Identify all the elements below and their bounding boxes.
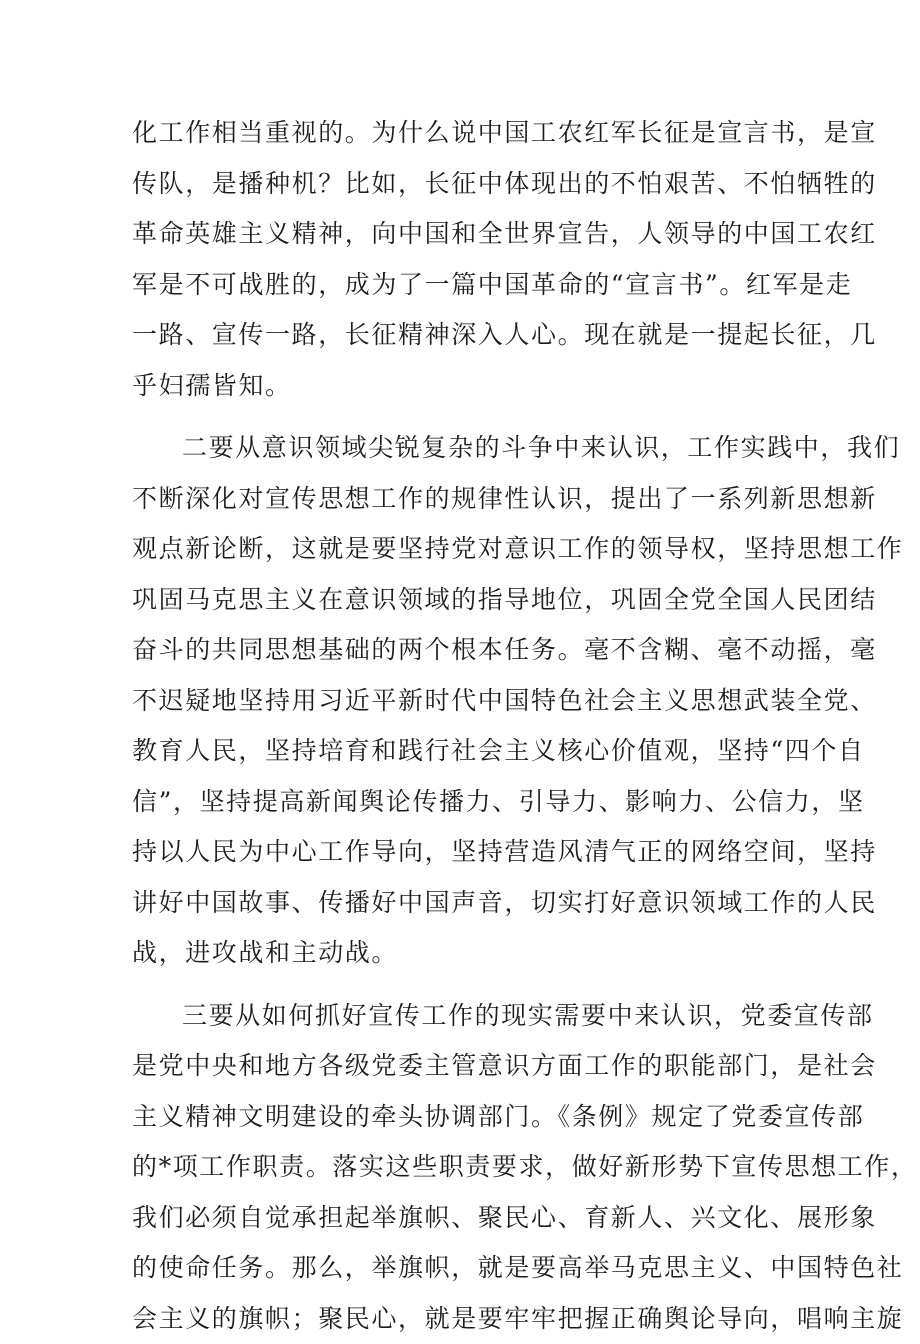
text-line: 会主义的旗帜；聚民心，就是要牢牢把握正确舆论导向，唱响主旋 xyxy=(132,1294,792,1344)
text-line: 传队，是播种机？比如，长征中体现出的不怕艰苦、不怕牺牲的 xyxy=(132,159,792,210)
document-body xyxy=(132,108,792,1344)
text-line-indented: 三要从如何抓好宣传工作的现实需要中来认识，党委宣传部 xyxy=(132,991,792,1042)
text-line: 主义精神文明建设的牵头协调部门。《条例》规定了党委宣传部 xyxy=(132,1092,792,1143)
text-line: 巩固马克思主义在意识领域的指导地位，巩固全党全国人民团结 xyxy=(132,575,792,626)
text-line: 的*项工作职责。落实这些职责要求，做好新形势下宣传思想工作， xyxy=(132,1142,792,1193)
text-line: 的使命任务。那么，举旗帜，就是要高举马克思主义、中国特色社 xyxy=(132,1243,792,1294)
text-line: 化工作相当重视的。为什么说中国工农红军长征是宣言书，是宣 xyxy=(132,108,792,159)
paragraph-gap xyxy=(132,979,792,991)
paragraph-3 xyxy=(132,991,792,1344)
text-line: 奋斗的共同思想基础的两个根本任务。毫不含糊、毫不动摇，毫 xyxy=(132,625,792,676)
text-line: 不断深化对宣传思想工作的规律性认识，提出了一系列新思想新 xyxy=(132,474,792,525)
paragraph-2 xyxy=(132,423,792,979)
text-line: 不迟疑地坚持用习近平新时代中国特色社会主义思想武装全党、 xyxy=(132,676,792,727)
text-line: 是党中央和地方各级党委主管意识方面工作的职能部门，是社会 xyxy=(132,1041,792,1092)
text-line-indented: 二要从意识领域尖锐复杂的斗争中来认识，工作实践中，我们 xyxy=(132,423,792,474)
text-line: 战，进攻战和主动战。 xyxy=(132,928,792,979)
text-line: 一路、宣传一路，长征精神深入人心。现在就是一提起长征，几 xyxy=(132,310,792,361)
text-line: 乎妇孺皆知。 xyxy=(132,361,792,412)
text-line: 革命英雄主义精神，向中国和全世界宣告，人领导的中国工农红 xyxy=(132,209,792,260)
text-line: 信”，坚持提高新闻舆论传播力、引导力、影响力、公信力，坚 xyxy=(132,777,792,828)
text-line: 军是不可战胜的，成为了一篇中国革命的“宣言书”。红军是走 xyxy=(132,260,792,311)
text-line: 教育人民，坚持培育和践行社会主义核心价值观，坚持“四个自 xyxy=(132,726,792,777)
paragraph-gap xyxy=(132,411,792,423)
paragraph-1 xyxy=(132,108,792,411)
text-line: 观点新论断，这就是要坚持党对意识工作的领导权，坚持思想工作 xyxy=(132,524,792,575)
text-line: 持以人民为中心工作导向，坚持营造风清气正的网络空间，坚持 xyxy=(132,827,792,878)
text-line: 讲好中国故事、传播好中国声音，切实打好意识领域工作的人民 xyxy=(132,878,792,929)
text-line: 我们必须自觉承担起举旗帜、聚民心、育新人、兴文化、展形象 xyxy=(132,1193,792,1244)
